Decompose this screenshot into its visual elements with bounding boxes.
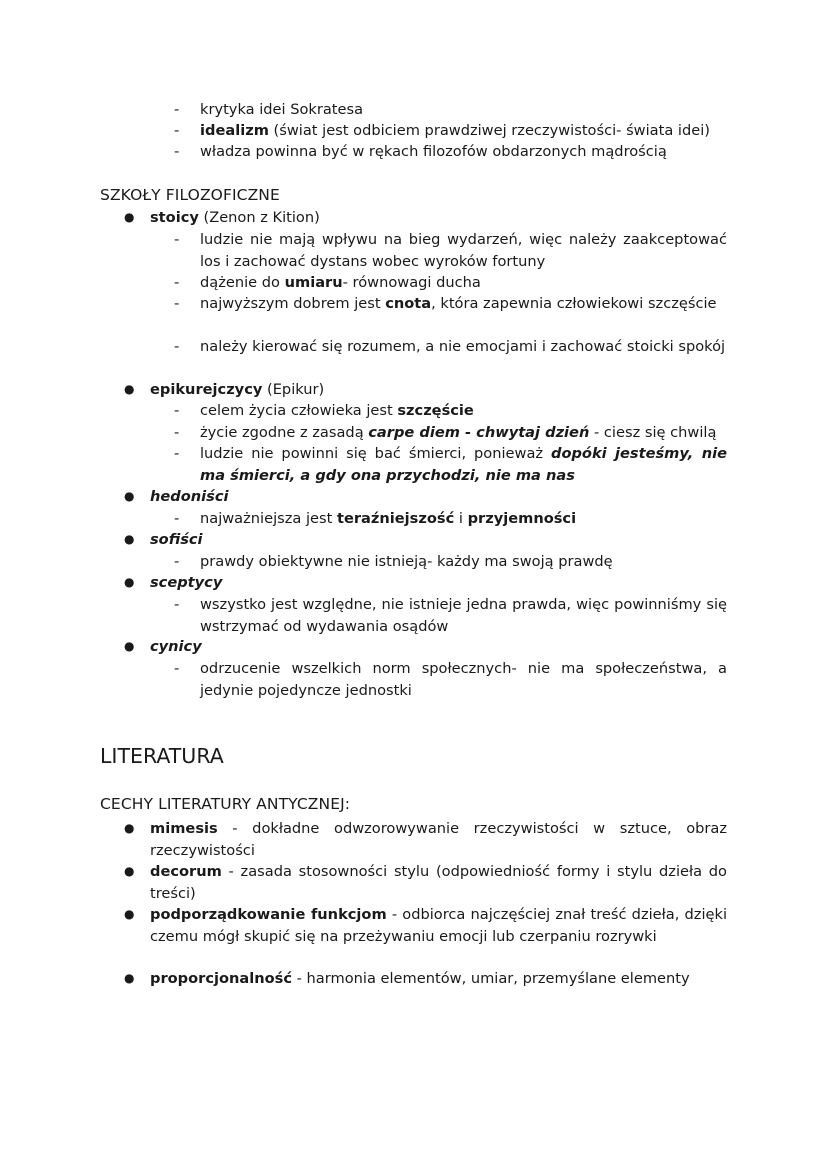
text-segment: ludzie nie mają wpływu na bieg wydarzeń, więc należy zaakceptować los i zachować dystans wobec wyroków fortuny	[200, 231, 727, 270]
dash-marker: -	[174, 143, 180, 160]
text-segment: - harmonia elementów, umiar, przemyślane elementy	[292, 970, 690, 987]
bullet-marker: ●	[124, 532, 135, 546]
dash-marker: -	[174, 338, 180, 355]
intro-item-text	[200, 99, 727, 121]
school-title	[150, 486, 727, 508]
bullet-marker: ●	[124, 489, 135, 503]
feature-text	[150, 904, 727, 947]
features-heading: CECHY LITERATURY ANTYCZNEJ:	[100, 795, 351, 813]
feature-text	[150, 818, 727, 861]
text-segment: prawdy obiektywne nie istnieją- każdy ma swoją prawdę	[200, 553, 613, 570]
bullet-marker: ●	[124, 864, 135, 878]
dash-marker: -	[174, 402, 180, 419]
literature-heading: LITERATURA	[100, 744, 224, 768]
dash-marker: -	[174, 596, 180, 613]
bold-term: cnota	[385, 295, 432, 312]
dash-marker: -	[174, 231, 180, 248]
school-point-text	[200, 551, 727, 573]
school-point-text	[200, 272, 727, 294]
school-point-text	[200, 443, 727, 486]
school-point-text	[200, 658, 727, 701]
bold-italic-term: sofiści	[150, 531, 203, 548]
school-title	[150, 572, 727, 594]
bullet-marker: ●	[124, 821, 135, 835]
bold-term: podporządkowanie funkcjom	[150, 906, 387, 923]
text-segment: - dokładne odwzorowywanie rzeczywistości w sztuce, obraz rzeczywistości	[150, 820, 727, 859]
bold-italic-term: carpe diem - chwytaj dzień	[368, 424, 590, 441]
dash-marker: -	[174, 424, 180, 441]
text-segment: i	[454, 510, 468, 527]
school-point-text	[200, 508, 727, 530]
bullet-marker: ●	[124, 907, 135, 921]
school-point-text	[200, 422, 727, 444]
text-segment: wszystko jest względne, nie istnieje jedna prawda, więc powinniśmy się wstrzymać od wydawania osądów	[200, 596, 727, 635]
school-point-text	[200, 293, 727, 315]
text-segment: należy kierować się rozumem, a nie emocjami i zachować stoicki spokój	[200, 338, 726, 355]
feature-text	[150, 861, 727, 904]
feature-text	[150, 968, 727, 990]
school-point-text	[200, 594, 727, 637]
dash-marker: -	[174, 101, 180, 118]
bold-italic-term: cynicy	[150, 638, 202, 655]
bold-term: decorum	[150, 863, 222, 880]
dash-marker: -	[174, 122, 180, 139]
text-segment: celem życia człowieka jest	[200, 402, 398, 419]
dash-marker: -	[174, 274, 180, 291]
bold-term: szczęście	[397, 402, 474, 419]
dash-marker: -	[174, 510, 180, 527]
bullet-marker: ●	[124, 971, 135, 985]
school-title	[150, 636, 727, 658]
dash-marker: -	[174, 445, 180, 462]
bold-italic-term: dopóki jesteśmy, nie ma śmierci, a gdy ona przychodzi, nie ma nas	[200, 445, 727, 484]
bold-term: teraźniejszość	[336, 510, 455, 527]
text-segment: (Zenon z Kition)	[198, 209, 320, 226]
text-segment: (świat jest odbiciem prawdziwej rzeczywistości- świata idei)	[268, 122, 710, 139]
text-segment: dążenie do	[200, 274, 285, 291]
text-segment: ludzie nie powinni się bać śmierci, ponieważ	[200, 445, 551, 462]
intro-item-text	[200, 120, 727, 142]
bold-term: proporcjonalność	[150, 970, 293, 987]
bullet-marker: ●	[124, 639, 135, 653]
bullet-marker: ●	[124, 210, 135, 224]
bold-term: epikurejczycy	[150, 381, 263, 398]
schools-heading: SZKOŁY FILOZOFICZNE	[100, 186, 280, 204]
bullet-marker: ●	[124, 575, 135, 589]
school-title	[150, 529, 727, 551]
text-segment: najwyższym dobrem jest	[200, 295, 386, 312]
text-segment: - zasada stosowności stylu (odpowiedniość formy i stylu dzieła do treści)	[150, 863, 727, 902]
bold-term: przyjemności	[467, 510, 577, 527]
bold-term: umiaru	[284, 274, 343, 291]
dash-marker: -	[174, 553, 180, 570]
intro-item-text	[200, 141, 727, 163]
text-segment: najważniejsza jest	[200, 510, 337, 527]
text-segment: (Epikur)	[262, 381, 325, 398]
dash-marker: -	[174, 660, 180, 677]
bold-italic-term: hedoniści	[150, 488, 229, 505]
text-segment: - równowagi ducha	[342, 274, 481, 291]
bold-term: stoicy	[150, 209, 199, 226]
bold-term: idealizm	[200, 122, 269, 139]
school-point-text	[200, 400, 727, 422]
text-segment: władza powinna być w rękach filozofów obdarzonych mądrością	[200, 143, 667, 160]
text-segment: , która zapewnia człowiekowi szczęście	[431, 295, 717, 312]
text-segment: - odbiorca najczęściej znał treść dzieła, dzięki czemu mógł skupić się na przeżywaniu emocji lub czerpaniu rozrywki	[150, 906, 727, 945]
bullet-marker: ●	[124, 382, 135, 396]
text-segment: życie zgodne z zasadą	[200, 424, 369, 441]
text-segment: - ciesz się chwilą	[589, 424, 717, 441]
school-title	[150, 207, 727, 229]
text-segment: krytyka idei Sokratesa	[200, 101, 364, 118]
bold-term: mimesis	[150, 820, 218, 837]
school-point-text	[200, 229, 727, 272]
school-title	[150, 379, 727, 401]
dash-marker: -	[174, 295, 180, 312]
bold-italic-term: sceptycy	[150, 574, 223, 591]
text-segment: odrzucenie wszelkich norm społecznych- nie ma społeczeństwa, a jedynie pojedyncze jednostki	[200, 660, 727, 699]
school-point-text	[200, 336, 727, 358]
